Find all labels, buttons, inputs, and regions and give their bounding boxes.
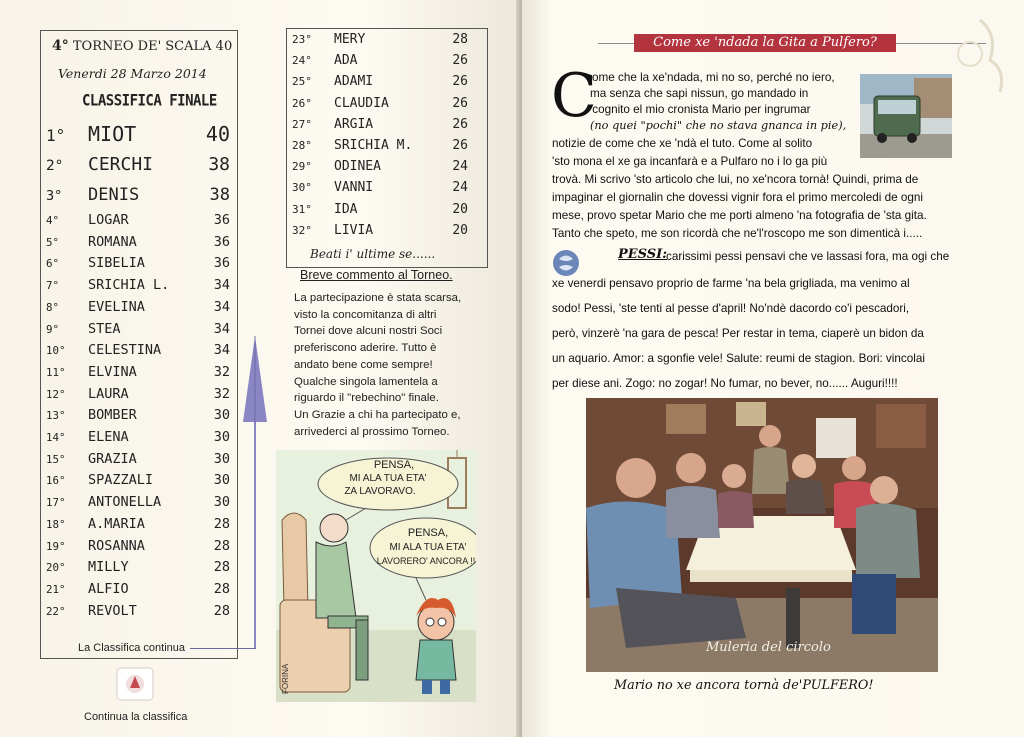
player-name: ELVINA: [88, 363, 137, 380]
player-points: 40: [205, 122, 230, 146]
ranking-row: [46, 299, 234, 315]
player-name: ALFIO: [88, 580, 129, 597]
player-points: 30: [213, 429, 230, 445]
player-points: 38: [209, 185, 230, 205]
ranking-position: 13°: [46, 409, 66, 423]
player-name: MIOT: [88, 122, 137, 146]
player-points: 38: [208, 154, 230, 175]
player-points: 26: [452, 74, 468, 90]
ranking-position: 3°: [46, 188, 63, 204]
ranking-row: [46, 277, 234, 293]
drop-cap: C: [551, 61, 597, 131]
player-name: EVELINA: [88, 298, 145, 315]
player-points: 32: [213, 363, 230, 380]
ranking-position: 23°: [292, 33, 312, 46]
ranking-position: 28°: [292, 139, 312, 152]
player-points: 36: [213, 255, 230, 272]
cartoon-bubble2-line3: LAVORERO' ANCORA !!: [376, 556, 476, 566]
horoscope-line: xe venerdi pensavo proprio de farme 'na bela grigliada, ma venimo al: [552, 277, 910, 290]
player-points: 28: [452, 32, 468, 47]
ranking-position: 20°: [46, 561, 66, 575]
ranking-row: [292, 159, 472, 174]
ranking-row: [46, 451, 234, 467]
ranking-row: [46, 429, 234, 445]
player-name: ROMANA: [88, 233, 137, 250]
player-points: 26: [452, 138, 468, 153]
ranking-row: [46, 386, 234, 402]
article-line-italic: (no quei "pochi" che no stava gnanca in pie),: [590, 119, 847, 132]
ranking-continues-label-bottom: Continua la classifica: [84, 711, 188, 723]
ranking-position: 31°: [292, 202, 312, 216]
ranking-row: [292, 117, 472, 132]
player-name: CELESTINA: [88, 342, 162, 359]
ranking-position: 4°: [46, 214, 60, 227]
ranking-row: [292, 180, 472, 195]
comment-line: arrivederci al prossimo Torneo.: [294, 425, 450, 438]
photo-caption: Mario no xe ancora tornà de'PULFERO!: [614, 678, 874, 693]
article-line: notizie de come che xe 'ndà el tuto. Come al solito: [552, 137, 813, 150]
ranking-position: 8°: [46, 300, 60, 314]
player-name: ADAMI: [334, 74, 374, 90]
player-points: 26: [452, 95, 468, 111]
bus-photo: [860, 74, 952, 158]
player-points: 30: [213, 407, 230, 424]
comment-line: preferiscono aderire. Tutto è: [294, 342, 437, 355]
article-line: 'cognito el mio cronista Mario per ingrumar: [590, 103, 811, 116]
ranking-position: 16°: [46, 474, 66, 488]
player-points: 34: [213, 320, 230, 337]
player-name: REVOLT: [88, 602, 137, 619]
article-line: impaginar el giornalin che dovessi vignir fora el primo mercoledi de ogni: [552, 191, 923, 204]
player-name: SRICHIA M.: [334, 138, 413, 153]
ranking-row: [46, 212, 234, 228]
title-rule-left: [598, 43, 634, 44]
ranking-title: CLASSIFICA FINALE: [82, 91, 217, 111]
tournament-date: Venerdi 28 Marzo 2014: [58, 66, 207, 81]
player-name: SRICHIA L.: [88, 277, 170, 294]
ranking-row: [292, 223, 472, 238]
cartoon-bubble2-line1: PENSA,: [407, 527, 449, 539]
ranking-row: [46, 185, 234, 205]
article-line: ome che la xe'ndada, mi no so, perché no iero,: [592, 71, 835, 84]
ranking-row: [46, 154, 234, 175]
player-points: 34: [213, 298, 230, 315]
ranking-position: 7°: [46, 279, 60, 293]
player-name: MERY: [334, 32, 366, 47]
comment-title: Breve commento al Torneo.: [300, 268, 453, 282]
ranking-footer-motto: Beati i' ultime se......: [310, 247, 436, 261]
ranking-position: 5°: [46, 235, 60, 249]
player-name: STEA: [88, 320, 121, 337]
player-name: SIBELIA: [88, 255, 145, 272]
player-points: 20: [452, 222, 468, 238]
player-points: 34: [213, 342, 230, 359]
player-points: 28: [213, 580, 230, 597]
ranking-position: 26°: [292, 96, 312, 110]
ranking-row: [292, 32, 472, 47]
horoscope-line: un aquario. Amor: a sgonfie vele! Salute: reumi de stagion. Bori: vincolai: [552, 352, 925, 365]
group-photo: [586, 398, 938, 672]
player-name: MILLY: [88, 559, 129, 576]
player-name: A.MARIA: [88, 515, 145, 532]
ranking-position: 19°: [46, 539, 66, 553]
ranking-position: 17°: [46, 496, 66, 510]
ranking-position: 10°: [46, 344, 66, 358]
ranking-row: [292, 202, 472, 217]
player-points: 20: [452, 201, 468, 217]
player-name: ARGIA: [334, 116, 374, 132]
ranking-position: 32°: [292, 223, 312, 237]
player-points: 24: [452, 159, 468, 175]
article-line: ma senza che sapi nissun, go mandado in: [590, 87, 809, 100]
article-line: Tanto che speto, me son ricordà che ne'l'roscopo me son dimenticà i.....: [552, 227, 923, 240]
ranking-row: [292, 96, 472, 111]
player-name: ADA: [334, 53, 358, 69]
ranking-row: [46, 538, 234, 554]
up-arrow-icon: [240, 312, 270, 650]
comment-line: riguardo il "rebechino" finale.: [294, 392, 439, 405]
ranking-position: 18°: [46, 517, 66, 531]
pisces-zodiac-icon: [551, 248, 581, 278]
ranking-row: [46, 494, 234, 510]
ranking-row: [46, 603, 234, 619]
article-line: trovà. Mi scrivo 'sto articolo che lui, no xe'ncora tornà! Quindi, prima de: [552, 173, 919, 186]
player-points: 24: [452, 180, 468, 196]
club-logo-icon: [114, 664, 156, 704]
ranking-continues-label: La Classifica continua: [78, 642, 186, 654]
ranking-position: 24°: [292, 54, 312, 68]
ranking-position: 14°: [46, 431, 66, 444]
player-points: 26: [452, 53, 468, 69]
player-points: 30: [213, 472, 230, 489]
ranking-row: [46, 407, 234, 423]
cartoon-bubble1-line2: MI ALA TUA ETA': [349, 473, 427, 484]
player-name: ROSANNA: [88, 537, 145, 554]
player-name: ELENA: [88, 429, 129, 445]
tournament-name: TORNEO DE' SCALA 40: [72, 39, 233, 54]
ranking-row: [46, 122, 234, 146]
article-line: 'sto mona el xe ga incanfarà e a Pulfaro no i lo ga più: [552, 155, 828, 168]
comment-line: andato bene come sempre!: [294, 358, 433, 371]
player-points: 28: [213, 559, 230, 576]
ranking-row: [292, 74, 472, 89]
horoscope-line: per diese ani. Zogo: no zogar! No fumar, no bever, no...... Auguri!!!!: [552, 377, 898, 390]
player-points: 36: [213, 233, 230, 250]
ranking-position: 12°: [46, 387, 66, 401]
tournament-title: [52, 38, 242, 54]
player-points: 30: [213, 450, 230, 467]
cartoon-illustration: [276, 450, 476, 702]
player-name: LOGAR: [88, 212, 129, 228]
cartoon-bubble1-line1: PENSA,: [373, 459, 415, 471]
horoscope-line: sodo! Pessi, 'ste tenti al pesse d'april! No'ndè dacordo co'i pescadori,: [552, 302, 910, 315]
ranking-position: 21°: [46, 582, 66, 596]
ranking-row: [46, 364, 234, 380]
photo-overlay-text: Muleria del circolo: [706, 640, 831, 655]
player-points: 28: [213, 537, 230, 554]
ranking-row: [46, 516, 234, 532]
player-name: LAURA: [88, 385, 129, 402]
ranking-position: 22°: [46, 604, 66, 618]
ranking-row: [46, 234, 234, 250]
ranking-row: [46, 342, 234, 358]
player-points: 28: [213, 602, 230, 619]
ranking-position: 15°: [46, 452, 66, 466]
player-name: CERCHI: [88, 154, 154, 175]
tournament-number: 4°: [52, 38, 69, 54]
player-name: ANTONELLA: [88, 494, 162, 511]
ranking-position: 30°: [292, 181, 312, 195]
ranking-row: [46, 581, 234, 597]
player-name: ODINEA: [334, 159, 381, 175]
ranking-position: 2°: [46, 158, 64, 174]
player-points: 36: [213, 212, 230, 228]
comment-line: visto la concomitanza di altri: [294, 308, 437, 321]
player-name: SPAZZALI: [88, 472, 154, 489]
player-name: CLAUDIA: [334, 95, 389, 111]
cartoon-bubble1-line3: ZA LAVORAVO.: [344, 486, 416, 497]
ranking-row: [46, 255, 234, 271]
ranking-position: 27°: [292, 117, 312, 131]
comment-line: Qualche singola lamentela a: [294, 375, 438, 388]
horoscope-sign-heading: PESSI:: [618, 247, 668, 262]
comment-body: [294, 290, 482, 440]
player-name: BOMBER: [88, 407, 137, 424]
player-points: 32: [213, 385, 230, 402]
comment-line: Tornei dove alcuni nostri Soci: [294, 325, 443, 338]
player-points: 28: [213, 515, 230, 532]
player-name: VANNI: [334, 180, 374, 196]
comment-line: Un Grazie a chi ha partecipato e,: [294, 408, 461, 421]
cartoon-signature: FORINA: [281, 663, 290, 694]
comment-line: La partecipazione è stata scarsa,: [294, 292, 462, 304]
ranking-row: [292, 53, 472, 68]
player-name: LIVIA: [334, 222, 374, 238]
ranking-row: [46, 321, 234, 337]
player-points: 30: [213, 494, 230, 511]
player-name: IDA: [334, 201, 358, 217]
ranking-position: 29°: [292, 160, 312, 174]
article-line: mese, provo spetar Mario che me porti almeno 'na fotografia de 'sta gita.: [552, 209, 927, 222]
ranking-row: [46, 472, 234, 488]
ranking-position: 9°: [46, 322, 60, 336]
horoscope-line: carissimi pessi pensavi che ve lassasi fora, ma ogi che: [666, 250, 950, 263]
player-name: GRAZIA: [88, 450, 137, 467]
cartoon-bubble2-line2: MI ALA TUA ETA': [389, 542, 467, 553]
ranking-position: 11°: [46, 365, 66, 379]
article-title: Come xe 'ndada la Gita a Pulfero?: [634, 34, 896, 52]
ranking-position: 25°: [292, 75, 312, 89]
player-name: DENIS: [88, 185, 140, 205]
ranking-row: [46, 559, 234, 575]
ranking-position: 6°: [46, 257, 60, 271]
player-points: 26: [452, 116, 468, 132]
ranking-row: [292, 138, 472, 153]
ranking-position: 1°: [46, 126, 66, 145]
horoscope-line: però, vinzerè 'na gara de pesca! Per restar in tema, ciaperè un bidon da: [552, 327, 924, 340]
player-points: 34: [213, 277, 230, 294]
